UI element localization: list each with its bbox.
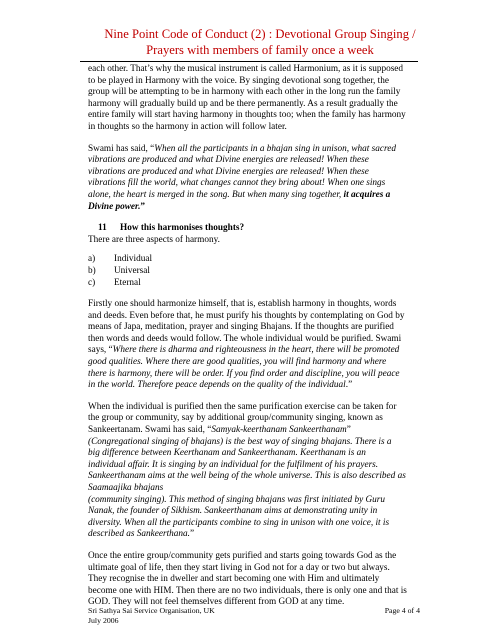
section-title: How this harmonises thoughts? — [120, 223, 245, 234]
text-line: They recognise the in dweller and start becoming one with Him and ultimately — [88, 574, 380, 585]
quote-text: vibrations are produced and what Divine energies are released! When these — [88, 166, 369, 177]
quote-text: individual affair. It is singing by an individual for the fulfilment of his prayers. — [88, 459, 379, 470]
paragraph-harmonize-self — [88, 299, 420, 392]
quote-text: (Congregational singing of bhajans) is the best way of singing bhajans. There is a — [88, 436, 392, 447]
page-footer — [88, 606, 420, 625]
text-line: harmony will gradually build up and be there permanently. As a result gradually the — [88, 98, 398, 109]
text-line: each other. That’s why the musical instrument is called Harmonium, as it is supposed — [88, 64, 404, 74]
quote-close: ” — [346, 425, 351, 436]
text-line: entire family will start having harmony in thoughts too; when the family has harmony — [88, 110, 406, 121]
text-line: When the individual is purified then the same purification exercise can be taken for — [88, 401, 397, 412]
text-line — [88, 190, 420, 202]
text-line: group will be attempting to be in harmony with each other in the long run the family — [88, 87, 401, 98]
text-line: become one with HIM. Then there are no two individuals, there is only one and that is — [88, 585, 407, 596]
quote-lead: Sankeertanam. Swami has said, “ — [88, 425, 212, 436]
list-label: Universal — [114, 265, 150, 276]
paragraph-swami-quote-bhajan — [88, 144, 420, 214]
section-heading — [88, 223, 420, 235]
quote-close: ” — [140, 201, 146, 212]
text-line: GOD. They will not feel themselves different from GOD at any time. — [88, 597, 345, 608]
text-line: in thoughts so the harmony in action will follow later. — [88, 121, 287, 132]
header-title-line-1: Nine Point Code of Conduct (2) : Devotional Group Singing / — [104, 27, 416, 41]
section-number: 11 — [98, 223, 107, 234]
quote-text: vibrations fill the world, what changes cannot they bring about! When one sings — [88, 178, 386, 189]
footer-page-number: Page 4 of 4 — [384, 606, 420, 615]
document-body — [88, 64, 420, 619]
quote-text: Nanak, the founder of Sikhism. Sankeerthanam aims at demonstrating unity in — [88, 506, 378, 517]
quote-text: Samyak-keerthanam Sankeerthanam — [211, 425, 347, 436]
quote-text: alone, the heart is merged in the song. But when many sing together, — [88, 189, 344, 200]
quote-emphasis: Divine power. — [88, 201, 141, 212]
quote-emphasis: it acquires a — [343, 189, 391, 200]
list-label: Eternal — [114, 277, 141, 288]
text-line: the group or community, say by additional group/community singing, known as — [88, 413, 383, 424]
quote-text: Saamaajika bhajans — [88, 483, 164, 493]
quote-text: diversity. When all the participants combine to sing in unison with one voice, it is — [88, 517, 390, 528]
aspects-list — [88, 254, 420, 289]
quote-text: (community singing). This method of singing bhajans was first initiated by Guru — [88, 494, 386, 505]
text-line — [88, 529, 420, 541]
header-title-line-2: Prayers with members of family once a week — [146, 43, 374, 57]
quote-lead: says, “ — [88, 345, 113, 356]
text-line — [88, 425, 420, 437]
text-line: Once the entire group/community gets purified and starts going towards God as the — [88, 550, 397, 561]
text-line — [88, 380, 420, 392]
text-line: means of Japa, meditation, prayer and singing Bhajans. If the thoughts are purified — [88, 322, 394, 333]
paragraph-living-in-god — [88, 551, 420, 609]
text-line — [88, 144, 420, 156]
quote-lead: Swami has said, “ — [88, 143, 155, 154]
quote-text: in the world. Therefore peace depends on the quality of the individual — [88, 380, 346, 391]
page-header — [80, 26, 440, 58]
quote-text: big difference between Keerthanam and Sankeerthanam. Keerthanam is an — [88, 448, 366, 459]
header-rule — [80, 61, 418, 62]
quote-text: vibrations are produced and what Divine energies are released! When these — [88, 155, 369, 166]
quote-text: described as Sankeerthana. — [88, 529, 190, 540]
text-line — [88, 202, 420, 214]
quote-text: Sankeerthanam aims at the well being of the whole universe. This is also described as — [88, 471, 406, 482]
list-marker: a) — [88, 254, 96, 265]
list-marker: b) — [88, 265, 96, 276]
text-line: Firstly one should harmonize himself, that is, establish harmony in thoughts, words — [88, 299, 397, 310]
list-label: Individual — [114, 254, 153, 265]
list-item — [88, 254, 420, 266]
section-intro: There are three aspects of harmony. — [88, 234, 220, 245]
footer-organisation: Sri Sathya Sai Service Organisation, UK — [88, 606, 215, 615]
footer-date: July 2006 — [88, 615, 119, 625]
quote-text: there is harmony, there will be order. If you find order and discipline, you will peace — [88, 368, 400, 379]
text-line: then words and deeds would follow. The whole individual would be purified. Swami — [88, 333, 402, 344]
list-item — [88, 266, 420, 278]
quote-text: good qualities. Where there are good qualities, you will find harmony and where — [88, 357, 387, 368]
quote-close: ” — [190, 529, 195, 540]
text-line: and deeds. Even before that, he must purify his thoughts by contemplating on God by — [88, 310, 405, 321]
quote-close: .” — [345, 380, 353, 391]
paragraph-sankeertanam — [88, 402, 420, 541]
paragraph-harmonium — [88, 64, 420, 134]
text-line: ultimate goal of life, then they start living in God not for a day or two but always. — [88, 562, 390, 573]
list-item — [88, 278, 420, 290]
quote-text: When all the participants in a bhajan sing in unison, what sacred — [154, 143, 396, 154]
list-marker: c) — [88, 277, 96, 288]
text-line: to be played in Harmony with the voice. By singing devotional song together, the — [88, 75, 389, 86]
text-line — [88, 345, 420, 357]
quote-text: Where there is dharma and righteousness in the heart, there will be promoted — [112, 345, 400, 356]
